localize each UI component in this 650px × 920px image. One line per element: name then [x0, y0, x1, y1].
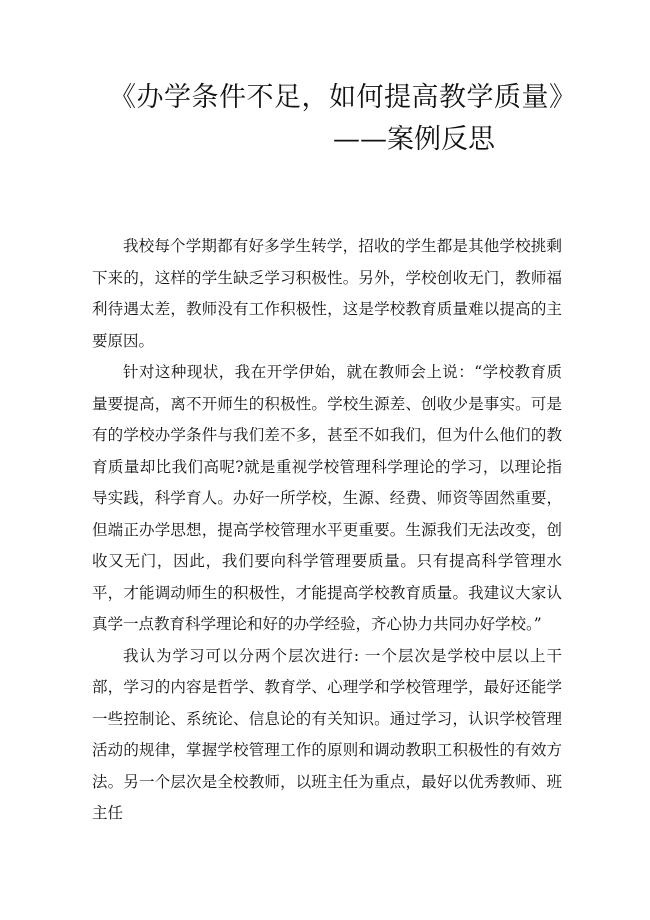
document-title: 《办学条件不足，如何提高教学质量》 [109, 82, 577, 113]
paragraph-1: 我校每个学期都有好多学生转学，招收的学生都是其他学校挑剩下来的，这样的学生缺乏学习积极性。另外，学校创收无门，教师福利待遇太差，教师没有工作积极性，这是学校教育质量难以提高的主要原因。 [92, 237, 562, 350]
paragraph-3: 我认为学习可以分两个层次进行: 一个层次是学校中层以上干部，学习的内容是哲学、教育学、心理学和学校管理学，最好还能学一些控制论、系统论、信息论的有关知识。通过学习，认识学校管理活动的规律，掌握学校管理工作的原则和调动教职工积极性的有效方法。另一个层次是全校教师，以班主任为重点，最好以优秀教师、班主任 [92, 646, 562, 822]
document-body [92, 231, 562, 830]
document-subtitle: ——案例反思 [333, 124, 495, 155]
title-block [0, 78, 650, 160]
paragraph-2: 针对这种现状，我在开学伊始，就在教师会上说：“学校教育质量要提高，离不开师生的积极性。学校生源差、创收少是事实。可是有的学校办学条件与我们差不多，甚至不如我们，但为什么他们的教育质量却比我们高呢?就是重视学校管理科学理论的学习，以理论指导实践，科学育人。办好一所学校，生源、经费、师资等固然重要，但端正办学思想，提高学校管理水平更重要。生源我们无法改变，创收又无门，因此，我们要向科学管理要质量。只有提高科学管理水平，才能调动师生的积极性，才能提高学校教育质量。我建议大家认真学一点教育科学理论和好的办学经验，齐心协力共同办好学校。” [92, 363, 562, 633]
